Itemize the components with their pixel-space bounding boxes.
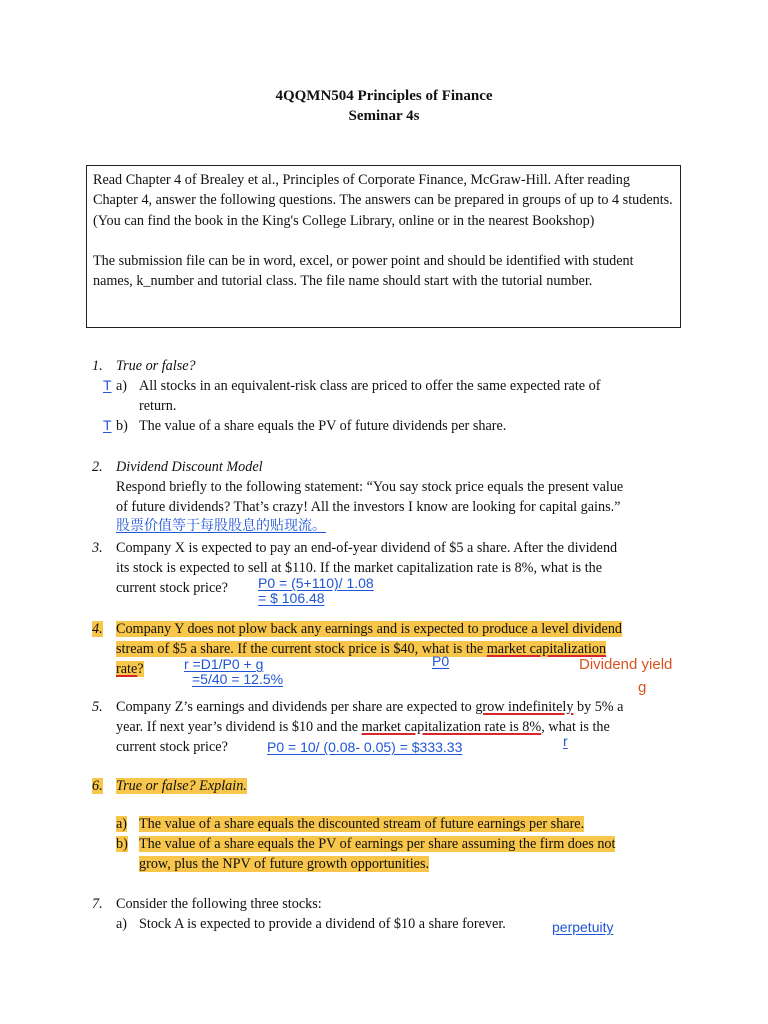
q4-g-note: g bbox=[638, 679, 647, 696]
q1-number: 1. bbox=[92, 358, 103, 374]
q5-underlined-growth: grow indefinitely bbox=[475, 699, 574, 715]
q2-text-line2: of future dividends? That’s crazy! All the investors I know are looking for capital gains.” bbox=[116, 499, 621, 515]
q5-text-line1: Company Z’s earnings and dividends per share are expected to grow indefinitely by 5% a bbox=[116, 699, 624, 715]
q1a-handwritten-mark: T bbox=[103, 377, 112, 393]
q3-number: 3. bbox=[92, 540, 103, 556]
course-title: 4QQMN504 Principles of Finance bbox=[275, 88, 493, 104]
q1b-label: b) bbox=[116, 418, 128, 434]
instructions-box bbox=[86, 165, 681, 328]
q6b-text-line2: grow, plus the NPV of future growth opportunities. bbox=[139, 856, 430, 872]
q4-text-line3: rate? bbox=[116, 661, 144, 677]
instructions-paragraph-1: Read Chapter 4 of Brealey et al., Principles of Corporate Finance, McGraw-Hill. After reading Chapter 4, answer the following questions. The answers can be prepared in groups of up to 4 students. (You can find the book in the King's College Library, online or in the nearest Bookshop) bbox=[93, 172, 673, 229]
q4-underlined-term: market capitalization bbox=[486, 641, 607, 657]
q2-handwritten-answer: 股票价值等于每股股息的贴现流。 bbox=[116, 517, 326, 533]
q3-text-line1: Company X is expected to pay an end-of-year dividend of $5 a share. After the dividend bbox=[116, 540, 618, 556]
q5-number: 5. bbox=[92, 699, 103, 715]
q2-title: Dividend Discount Model bbox=[116, 459, 263, 475]
q3-calc-line2: = $ 106.48 bbox=[258, 590, 325, 606]
q3-text-line2: its stock is expected to sell at $110. If the market capitalization rate is 8%, what is the bbox=[116, 560, 603, 576]
q5-r-note: r bbox=[563, 733, 568, 749]
q7-number: 7. bbox=[92, 896, 103, 912]
q6a-text: The value of a share equals the discounted stream of future earnings per share. bbox=[139, 816, 585, 832]
q7a-label: a) bbox=[116, 916, 128, 932]
q4-number: 4. bbox=[92, 621, 103, 637]
q1a-text-line2: return. bbox=[139, 398, 177, 414]
q2-text-line1: Respond briefly to the following statement: “You say stock price equals the present value bbox=[116, 479, 624, 495]
q5-text-line2: year. If next year’s dividend is $10 and the market capitalization rate is 8%, what is the bbox=[116, 719, 610, 735]
seminar-title: Seminar 4s bbox=[348, 108, 420, 124]
q3-calc-line1: P0 = (5+110)/ 1.08 bbox=[258, 575, 374, 591]
q3-text-line3: current stock price? bbox=[116, 580, 228, 596]
q4-p0-note: P0 bbox=[432, 653, 450, 669]
q6b-text-line1: The value of a share equals the PV of earnings per share assuming the firm does not bbox=[139, 836, 616, 852]
q7-text-line1: Consider the following three stocks: bbox=[116, 896, 322, 912]
q7-perpetuity-note: perpetuity bbox=[552, 919, 614, 935]
q2-number: 2. bbox=[92, 459, 103, 475]
q6a-label: a) bbox=[116, 816, 128, 832]
q6-number: 6. bbox=[92, 778, 103, 794]
q5-calc: P0 = 10/ (0.08- 0.05) = $333.33 bbox=[267, 739, 463, 755]
q7a-text: Stock A is expected to provide a dividend of $10 a share forever. bbox=[139, 916, 506, 932]
q1-title: True or false? bbox=[116, 358, 196, 374]
q6-title: True or false? Explain. bbox=[116, 778, 247, 794]
q4-text-line2: stream of $5 a share. If the current stock price is $40, what is the market capitalization bbox=[116, 641, 607, 657]
q1b-text: The value of a share equals the PV of future dividends per share. bbox=[139, 418, 507, 434]
q6b-label: b) bbox=[116, 836, 128, 852]
instructions-paragraph-2: The submission file can be in word, excel, or power point and should be identified with student names, k_number and tutorial class. The file name should start with the tutorial number. bbox=[93, 252, 634, 290]
q1a-label: a) bbox=[116, 378, 128, 394]
q1a-text-line1: All stocks in an equivalent-risk class are priced to offer the same expected rate of bbox=[139, 378, 601, 394]
q5-underlined-rate: market capitalization rate is 8% bbox=[361, 719, 542, 735]
q5-text-line3: current stock price? bbox=[116, 739, 228, 755]
q4-dividend-yield-note: Dividend yield bbox=[579, 656, 673, 673]
q4-text-line1: Company Y does not plow back any earnings and is expected to produce a level dividend bbox=[116, 621, 623, 637]
q4-calc-line2: =5/40 = 12.5% bbox=[192, 671, 284, 687]
q4-calc-line1: r =D1/P0 + g bbox=[184, 656, 264, 672]
q1b-handwritten-mark: T bbox=[103, 417, 112, 433]
